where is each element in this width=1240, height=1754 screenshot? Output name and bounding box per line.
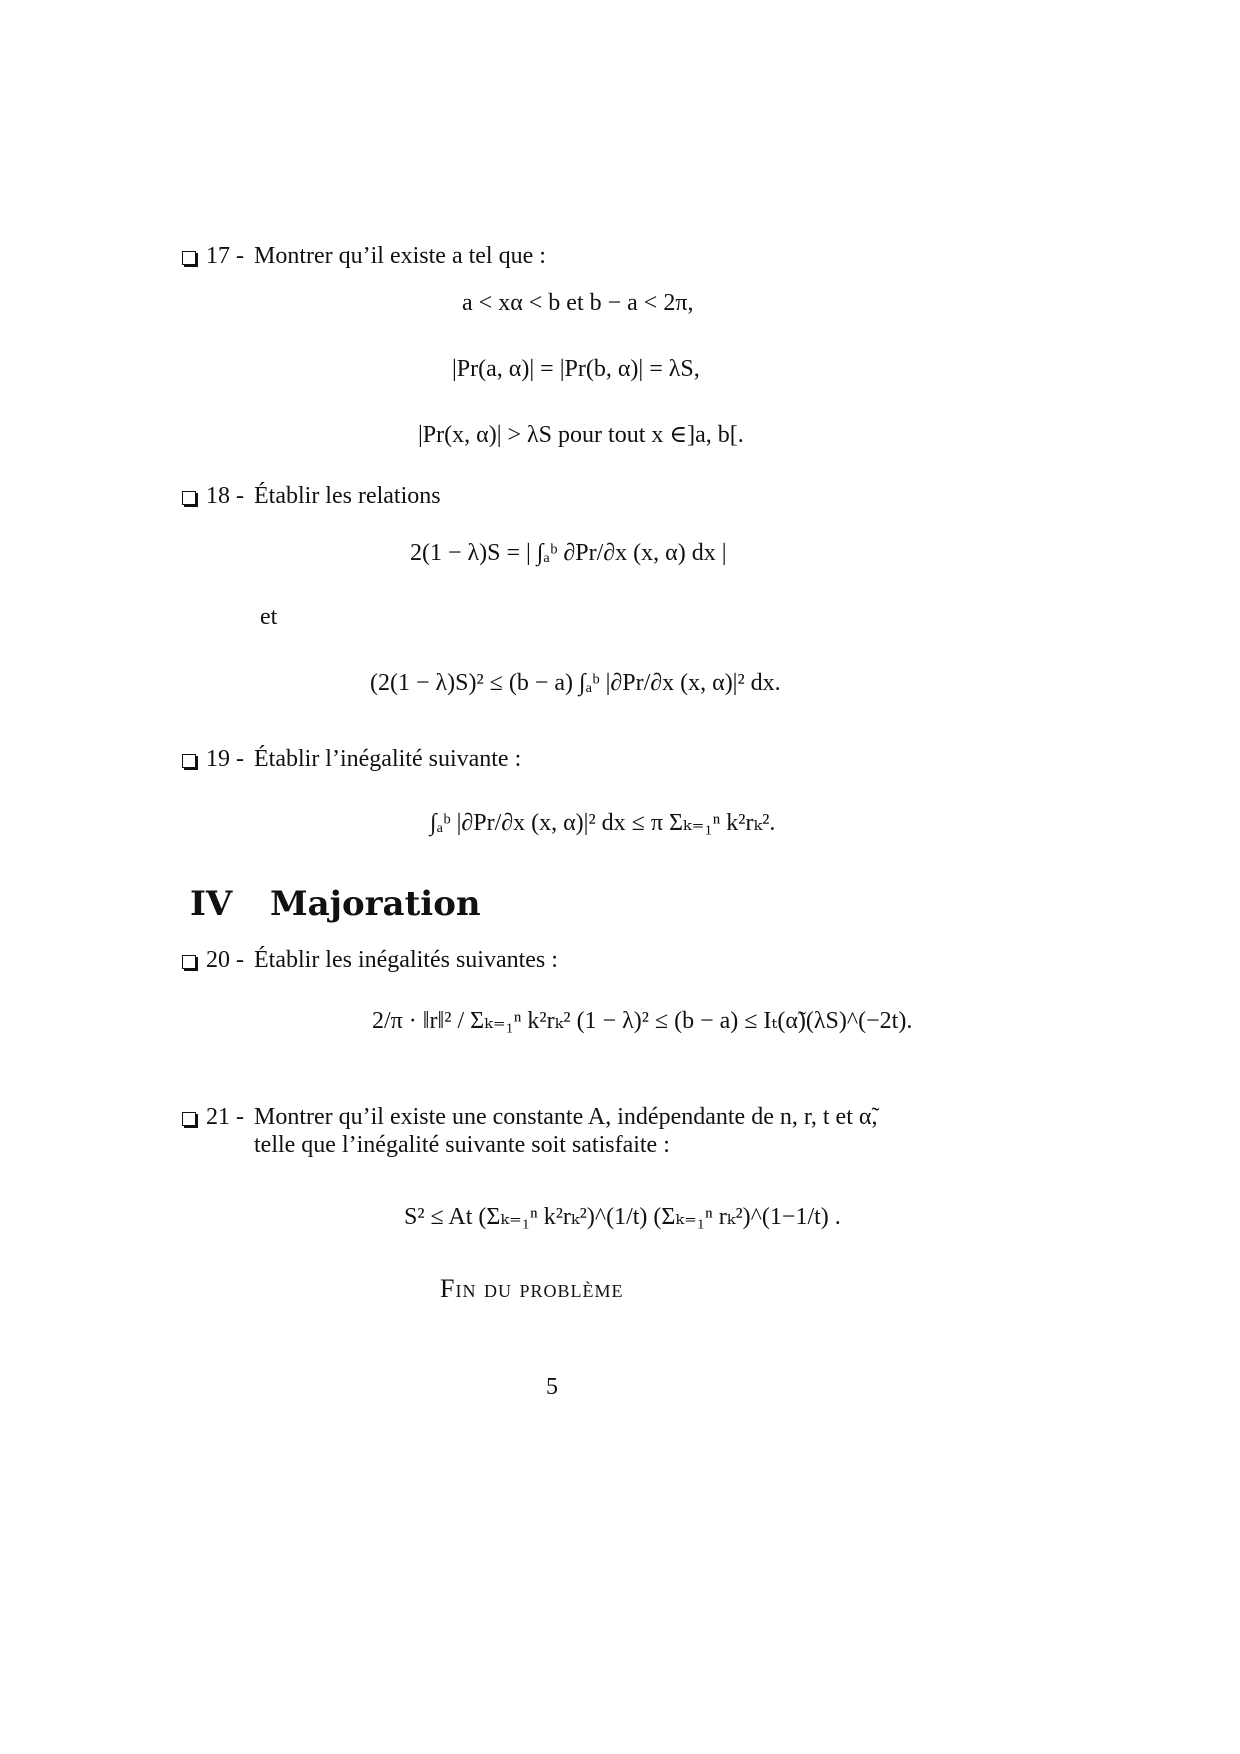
equation-text: 2(1 − λ)S = | ∫ₐᵇ ∂Pr/∂x (x, α) dx |	[410, 540, 727, 566]
equation-q19	[430, 808, 775, 837]
equation-text: ∫ₐᵇ |∂Pr/∂x (x, α)|² dx ≤ π Σₖ₌₁ⁿ k²rₖ².	[430, 810, 776, 836]
question-text: Établir les inégalités suivantes :	[254, 947, 558, 973]
equation-q21	[404, 1202, 841, 1231]
section-numeral: IV	[190, 884, 233, 924]
equation-text: 2/π · ‖r‖² / Σₖ₌₁ⁿ k²rₖ² (1 − λ)² ≤ (b − a) ≤ Iₜ(α̃)(λS)^(−2t).	[372, 1008, 913, 1034]
question-number: 21 -	[206, 1104, 244, 1130]
section-title: Majoration	[270, 884, 481, 924]
question-text: Établir l’inégalité suivante :	[254, 746, 522, 772]
question-number: 20 -	[206, 947, 244, 973]
question-text: Montrer qu’il existe une constante A, indépendante de n, r, t et α̃,	[254, 1104, 878, 1130]
question-number: 19 -	[206, 746, 244, 772]
question-text-continued: telle que l’inégalité suivante soit satisfaite :	[254, 1132, 670, 1158]
equation-q17-line3	[418, 420, 744, 449]
question-number: 17 -	[206, 243, 244, 269]
equation-q18-2	[370, 670, 781, 697]
equation-q17-line1	[462, 290, 693, 317]
page-number: 5	[546, 1374, 558, 1400]
checkbox-icon	[182, 491, 196, 505]
end-of-problem: Fin du problème	[440, 1274, 624, 1303]
equation-text: |Pr(a, α)| = |Pr(b, α)| = λS,	[452, 356, 700, 382]
equation-text: |Pr(x, α)| > λS pour tout x ∈]a, b[.	[418, 422, 744, 448]
connector-text: et	[260, 604, 278, 630]
question-text: Établir les relations	[254, 483, 441, 509]
equation-q18-1	[410, 540, 727, 567]
checkbox-icon	[182, 1112, 196, 1126]
checkbox-icon	[182, 251, 196, 265]
section-heading	[190, 884, 481, 924]
checkbox-icon	[182, 754, 196, 768]
question-number: 18 -	[206, 483, 244, 509]
checkbox-icon	[182, 955, 196, 969]
equation-q18-et	[260, 604, 277, 631]
equation-text: (2(1 − λ)S)² ≤ (b − a) ∫ₐᵇ |∂Pr/∂x (x, α)|² dx.	[370, 670, 781, 696]
question-text: Montrer qu’il existe a tel que :	[254, 243, 546, 269]
equation-text: S² ≤ At (Σₖ₌₁ⁿ k²rₖ²)^(1/t) (Σₖ₌₁ⁿ rₖ²)^(1−1/t) .	[404, 1204, 841, 1230]
equation-q17-line2	[452, 356, 700, 383]
equation-text: a < xα < b et b − a < 2π,	[462, 290, 694, 316]
equation-q20	[372, 1006, 912, 1035]
